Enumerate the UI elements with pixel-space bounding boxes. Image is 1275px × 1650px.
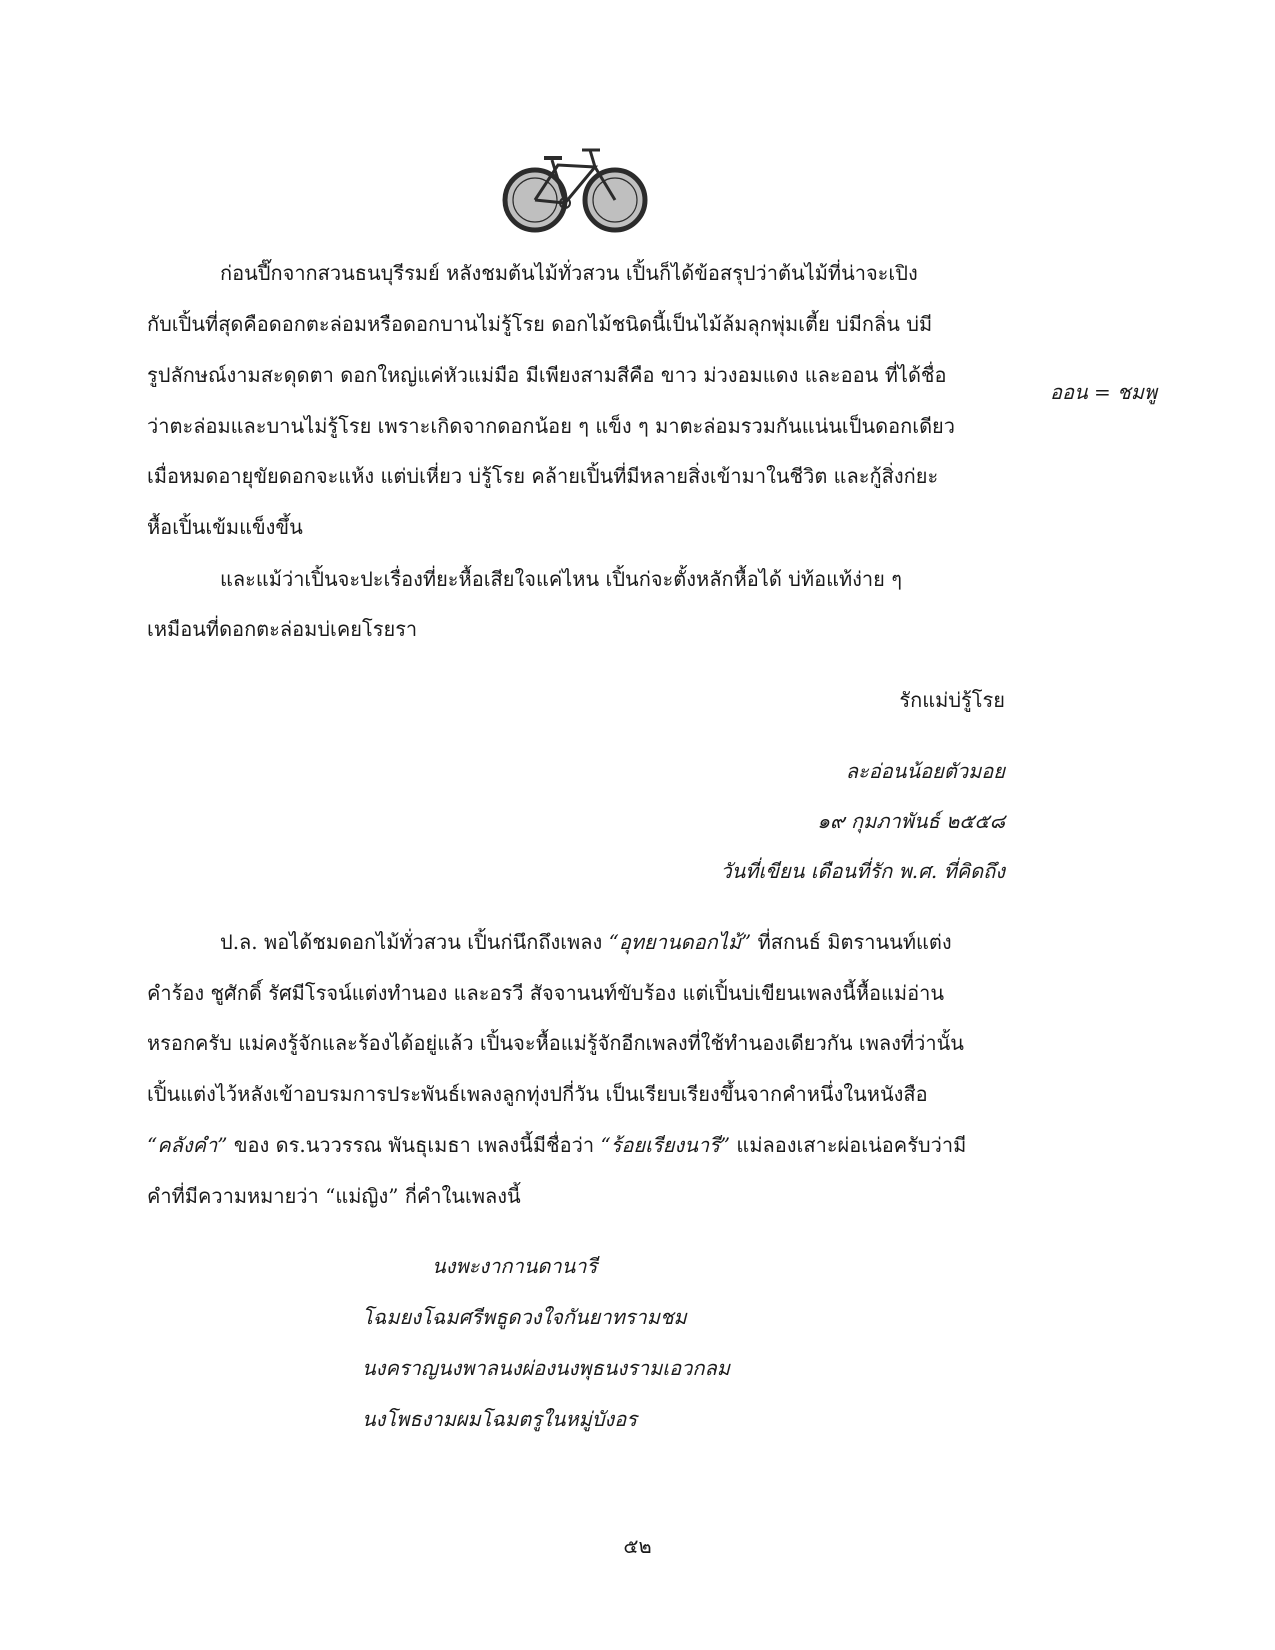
paragraph-line: หื้อเปิ้นเข้มแข็งขึ้น xyxy=(147,515,303,539)
paragraph-line: รูปลักษณ์งามสะดุดตา ดอกใหญ่แค่หัวแม่มือ มีเพียงสามสีคือ ขาว ม่วงอมแดง และออน ที่ได้ชื่อ xyxy=(147,363,947,387)
paragraph-line: กับเปิ้นที่สุดคือดอกตะล่อมหรือดอกบานไม่รู้โรย ดอกไม้ชนิดนี้เป็นไม้ล้มลุกพุ่มเตี้ย บ่มีกลิ่น บ่มี xyxy=(147,312,933,336)
ps-line: เปิ้นแต่งไว้หลังเข้าอบรมการประพันธ์เพลงลูกทุ่งปกี่วัน เป็นเรียบเรียงขึ้นจากคำหนึ่งในหนังสือ xyxy=(147,1082,928,1106)
paragraph-line: เหมือนที่ดอกตะล่อมบ่เคยโรยรา xyxy=(147,617,418,641)
poem-line: นงคราญนงพาลนงผ่องนงพุธนงรามเอวกลม xyxy=(362,1356,730,1380)
paragraph-line: และแม้ว่าเปิ้นจะปะเรื่องที่ยะหื้อเสียใจแค่ไหน เปิ้นก่จะตั้งหลักหื้อได้ บ่ท้อแท้ง่าย ๆ xyxy=(220,567,902,591)
ps-line: คำร้อง ชูศักดิ์ รัศมีโรจน์แต่งทำนอง และอรวี สัจจานนท์ขับร้อง แต่เปิ้นบ่เขียนเพลงนี้หื้อแม่อ่าน xyxy=(147,981,945,1005)
page-number: ๕๒ xyxy=(623,1534,652,1558)
paragraph-line: ว่าตะล่อมและบานไม่รู้โรย เพราะเกิดจากดอกน้อย ๆ แข็ง ๆ มาตะล่อมรวมกันแน่นเป็นดอกเดียว xyxy=(147,414,956,438)
song-title: “อุทยานดอกไม้” xyxy=(608,930,752,954)
ps-text: ของ ดร.นววรรณ พันธุเมธา เพลงนี้มีชื่อว่า xyxy=(227,1133,601,1157)
book-title: “คลังคำ” xyxy=(147,1133,228,1157)
ps-line xyxy=(147,1131,966,1159)
poem-line: นงโพธงามผมโฉมตรูในหมู่บังอร xyxy=(362,1407,637,1431)
ps-text: ที่สกนธ์ มิตรานนท์แต่ง xyxy=(751,930,952,954)
ps-line xyxy=(220,928,952,956)
ps-text: ป.ล. พอได้ชมดอกไม้ทั่วสวน เปิ้นก่นึกถึงเพลง xyxy=(220,930,609,954)
bicycle-illustration xyxy=(500,145,650,237)
ps-line: หรอกครับ แม่คงรู้จักและร้องได้อยู่แล้ว เปิ้นจะหื้อแม่รู้จักอีกเพลงที่ใช้ทำนองเดียวกัน เพลงที่ว่านั้น xyxy=(147,1031,964,1055)
margin-note: ออน = ชมพู xyxy=(1050,380,1158,404)
poem-line: โฉมยงโฉมศรีพธูดวงใจกันยาทรามชม xyxy=(362,1305,687,1329)
paragraph-line: ก่อนปี๊กจากสวนธนบุรีรมย์ หลังชมต้นไม้ทั่วสวน เปิ้นก็ได้ข้อสรุปว่าต้นไม้ที่น่าจะเปิง xyxy=(220,261,918,285)
closing-line: รักแม่บ่รู้โรย xyxy=(899,688,1005,712)
date-note: วันที่เขียน เดือนที่รัก พ.ศ. ที่คิดถึง xyxy=(720,859,1005,883)
song-title: “ร้อยเรียงนารี” xyxy=(600,1133,731,1157)
ps-line: คำที่มีความหมายว่า “แม่ญิง” กี่คำในเพลงนี้ xyxy=(147,1184,521,1208)
paragraph-line: เมื่อหมดอายุขัยดอกจะแห้ง แต่บ่เหี่ยว บ่รู้โรย คล้ายเปิ้นที่มีหลายสิ่งเข้ามาในชีวิต และกู้สิ่งก่ยะ xyxy=(147,464,939,488)
signature: ละอ่อนน้อยตัวมอย xyxy=(845,759,1005,783)
ps-text: แม่ลองเสาะผ่อเน่อครับว่ามี xyxy=(730,1133,967,1157)
letter-date: ๑๙ กุมภาพันธ์ ๒๕๕๘ xyxy=(817,809,1005,833)
poem-line: นงพะงากานดานารี xyxy=(432,1254,598,1278)
